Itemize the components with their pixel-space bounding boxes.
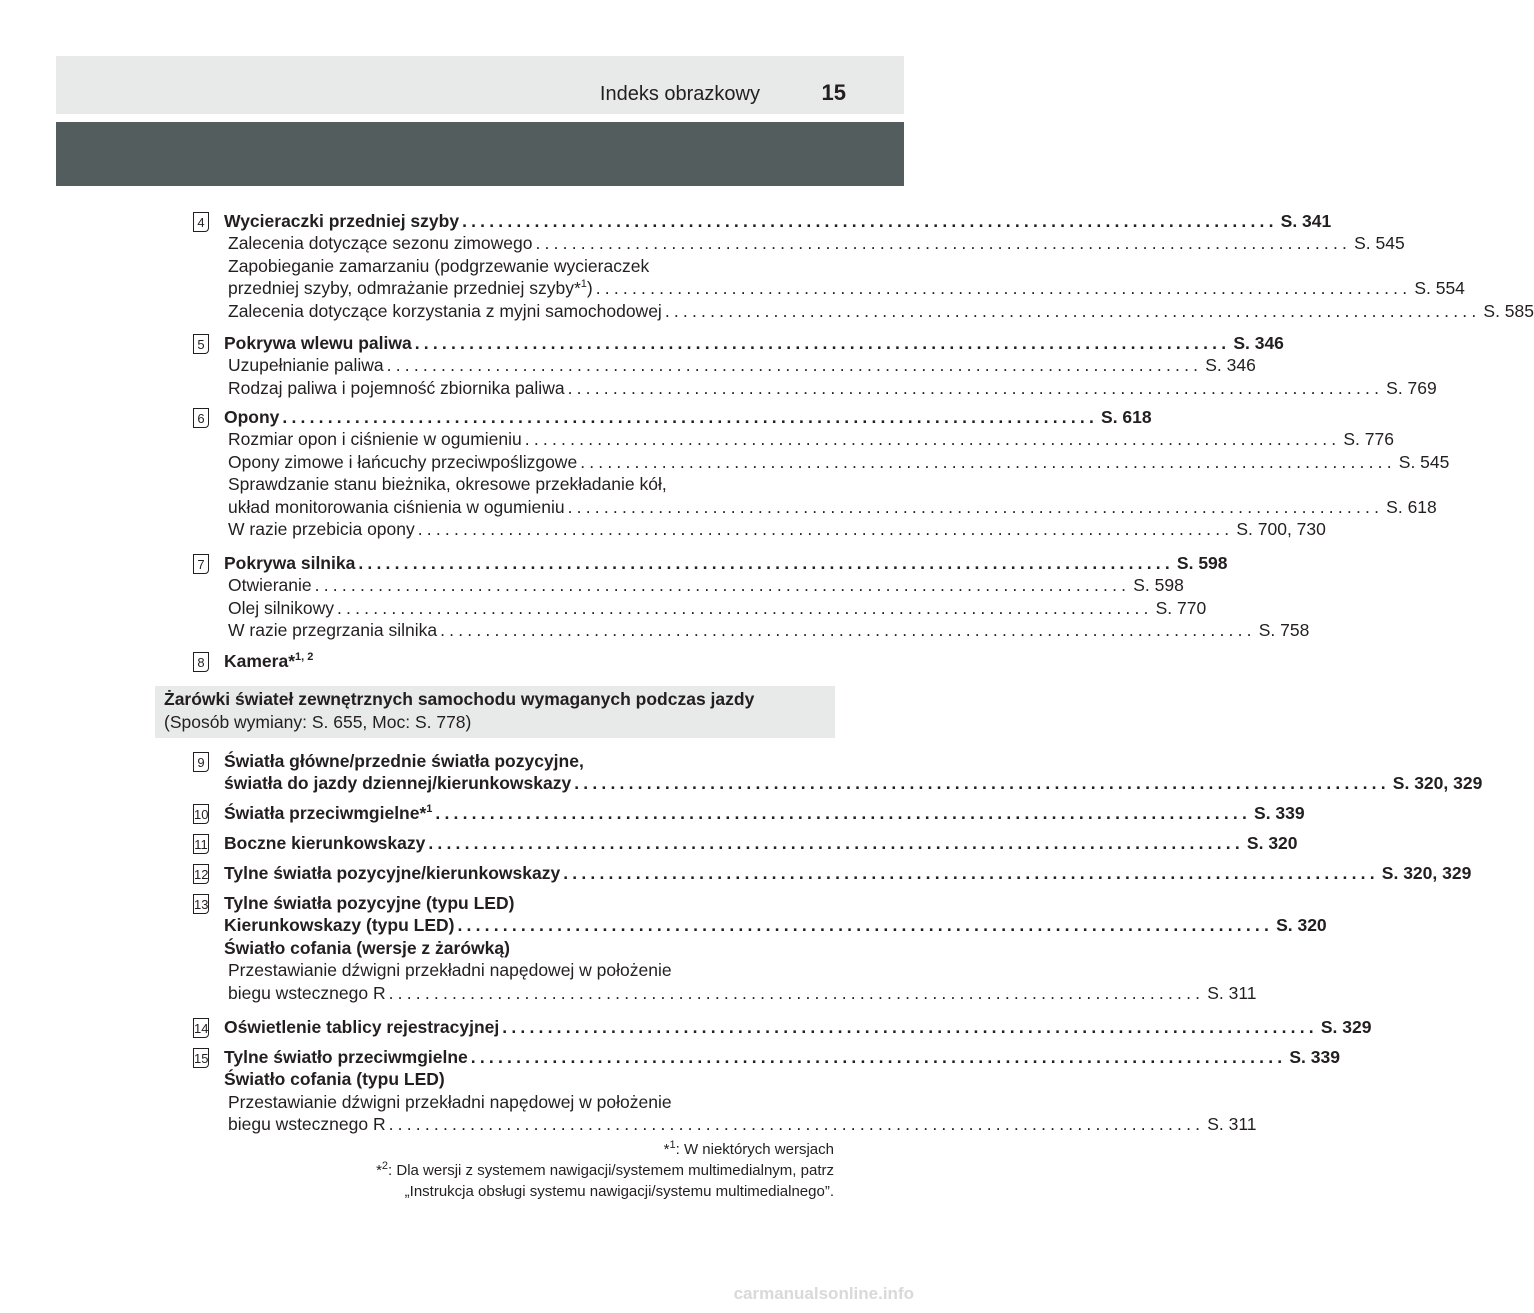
dot-leader: .......................................................................................... [435,803,1252,823]
dot-leader: .......................................................................................... [535,233,1352,254]
entry-text: Wycieraczki przedniej szyby [224,211,460,231]
page-reference: S. 598 [1133,575,1184,596]
dot-leader: .......................................................................................... [580,451,1396,472]
index-entry [228,377,1437,399]
index-entry-heading [224,892,800,914]
entry-text: W razie przegrzania silnika [228,620,438,641]
dot-leader: .......................................................................................... [358,553,1174,573]
index-entry-heading [224,210,1332,232]
footnote-line: *$^1$: W niektórych wersjach [663,1139,834,1158]
entry-text: Opony zimowe i łańcuchy przeciwpoślizgowe [228,451,578,472]
entry-text: Przestawianie dźwigni przekładni napędowej w położenie [228,960,672,981]
entry-text: Przestawianie dźwigni przekładni napędowej w położenie [228,1091,672,1112]
item-number-badge: 5 [193,334,209,354]
index-entry [228,518,1326,540]
index-entry [228,619,1310,641]
item-number-badge: 9 [193,752,209,772]
entry-text: Światło cofania (wersje z żarówką) [224,937,510,958]
page-reference: S. 700, 730 [1236,519,1326,539]
dot-leader: .......................................................................................... [337,597,1153,618]
page-reference: S. 339 [1289,1047,1340,1067]
index-entry [228,354,1256,376]
page-reference: S. 776 [1343,429,1394,450]
page-number: 15 [821,80,846,105]
index-entry-heading [224,650,800,672]
dot-leader: .......................................................................................... [314,575,1131,596]
item-number-badge: 7 [193,554,209,574]
index-entry-heading [224,1046,1340,1068]
dot-leader: .......................................................................................... [574,773,1390,794]
entry-text: Tylne światła pozycyjne (typu LED) [224,893,515,913]
dot-leader: .......................................................................................... [470,1047,1287,1067]
entry-text: Zalecenia dotyczące korzystania z myjni samochodowej [228,300,662,321]
entry-text: biegu wstecznego R [228,982,386,1003]
index-entry [228,473,800,495]
entry-text: biegu wstecznego R [228,1114,386,1135]
item-number-badge: 13 [193,894,209,914]
dot-leader: .......................................................................................... [440,620,1256,641]
dot-leader: .......................................................................................... [386,355,1203,376]
index-entry-heading [224,332,1284,354]
entry-text: Zalecenia dotyczące sezonu zimowego [228,233,533,254]
entry-text: Uzupełnianie paliwa [228,355,384,376]
dot-leader: .......................................................................................... [567,377,1384,398]
index-entry-heading [224,1016,1372,1038]
entry-text: Rodzaj paliwa i pojemność zbiornika paliwa [228,377,565,398]
entry-text: Opony [224,407,280,427]
index-entry-heading [224,750,800,772]
index-entry [228,428,1394,450]
dot-leader: .......................................................................................... [567,496,1384,517]
page-reference: S. 545 [1354,233,1405,254]
item-number-badge: 14 [193,1018,209,1038]
page-reference: S. 618 [1386,496,1437,517]
page-reference: S. 329 [1320,1017,1372,1037]
page-reference: S. 618 [1101,407,1152,427]
index-entry [228,959,800,981]
page-reference: S. 346 [1205,355,1256,376]
entry-text: Rozmiar opon i ciśnienie w ogumieniu [228,429,522,450]
index-entry-heading [224,802,1305,824]
entry-text: Boczne kierunkowskazy [224,833,426,853]
index-entry [228,255,800,277]
dot-leader: .......................................................................................... [417,519,1234,539]
index-entry [228,597,1207,619]
header-band [56,122,904,186]
page-reference: S. 545 [1398,451,1450,472]
dot-leader: .......................................................................................... [282,407,1099,427]
dot-leader: .......................................................................................... [457,915,1274,936]
item-number-badge: 10 [193,804,209,824]
index-entry [228,1091,800,1113]
dot-leader: .......................................................................................... [595,278,1412,299]
dot-leader: .......................................................................................... [524,429,1341,450]
index-entry-heading [224,406,1152,428]
index-entry [228,574,1184,596]
section-title: Indeks obrazkowy [599,83,760,105]
index-entry [228,496,1437,518]
entry-text: Pokrywa wlewu paliwa [224,333,412,353]
page-reference: S. 339 [1254,803,1305,823]
page-reference: S. 585 [1483,300,1534,321]
entry-text: W razie przebicia opony [228,519,415,539]
entry-text: Światło cofania (typu LED) [224,1069,445,1090]
item-number-badge: 8 [193,652,209,672]
page-reference: S. 311 [1207,1114,1257,1135]
index-entry [228,1113,1257,1135]
bulbs-subtitle: (Sposób wymiany: S. 655, Moc: S. 778) [164,712,472,732]
entry-text: Tylne światła pozycyjne/kierunkowskazy [224,863,561,883]
bulbs-title: Żarówki świateł zewnętrznych samochodu wymaganych podczas jazdy [164,689,755,709]
item-number-badge: 11 [193,834,209,854]
index-entry-heading [224,1068,800,1090]
page-reference: S. 770 [1155,597,1207,618]
item-number-badge: 6 [193,408,209,428]
item-number-badge: 4 [193,212,209,232]
entry-text: przedniej szyby, odmrażanie przedniej szyby*$^1$) [228,278,593,299]
entry-text: Oświetlenie tablicy rejestracyjnej [224,1017,500,1037]
entry-text: Kierunkowskazy (typu LED) [224,915,455,936]
page-reference: S. 758 [1258,620,1310,641]
entry-text: Światła główne/przednie światła pozycyjne, [224,751,584,771]
page-reference: S. 320, 329 [1392,773,1483,794]
entry-text: Sprawdzanie stanu bieżnika, okresowe przekładanie kół, [228,474,667,495]
index-entry-heading [224,772,1483,794]
page-reference: S. 554 [1414,278,1465,299]
index-entry-heading [224,862,1472,884]
footnote-line: „Instrukcja obsługi systemu nawigacji/systemu multimedialnego”. [404,1183,834,1200]
item-number-badge: 15 [193,1048,209,1068]
dot-leader: .......................................................................................... [388,1114,1205,1135]
page-reference: S. 320 [1276,915,1327,936]
index-entry-heading [224,552,1228,574]
entry-text: Kamera*$^{1, 2}$ [224,651,314,671]
watermark: carmanualsonline.info [733,1284,914,1303]
entry-text: Zapobieganie zamarzaniu (podgrzewanie wycieraczek [228,255,650,276]
dot-leader: .......................................................................................... [428,833,1244,853]
page-reference: S. 311 [1207,982,1257,1003]
page-reference: S. 769 [1386,377,1437,398]
entry-text: Otwieranie [228,575,312,596]
entry-text: światła do jazdy dziennej/kierunkowskazy [224,773,572,794]
dot-leader: .......................................................................................... [414,333,1231,353]
page-reference: S. 320 [1246,833,1298,853]
dot-leader: .......................................................................................... [502,1017,1318,1037]
page-reference: S. 320, 329 [1381,863,1472,883]
footnote-line: *$^2$: Dla wersji z systemem nawigacji/systemem multimedialnym, patrz [376,1160,834,1179]
dot-leader: .......................................................................................... [388,982,1205,1003]
dot-leader: .......................................................................................... [462,211,1278,231]
dot-leader: .......................................................................................... [563,863,1379,883]
page-reference: S. 598 [1176,553,1228,573]
bulbs-info-box [155,686,835,738]
entry-text: układ monitorowania ciśnienia w ogumieniu [228,496,565,517]
index-entry [228,451,1450,473]
index-entry-heading [224,937,800,959]
entry-text: Tylne światło przeciwmgielne [224,1047,468,1067]
index-entry [228,982,1257,1004]
index-entry [228,300,1534,322]
item-number-badge: 12 [193,864,209,884]
entry-text: Olej silnikowy [228,597,334,618]
entry-text: Światła przeciwmgielne*$^1$ [224,803,433,823]
page-reference: S. 346 [1233,333,1284,353]
index-entry [228,232,1405,254]
index-entry-heading [224,914,1327,936]
entry-text: Pokrywa silnika [224,553,356,573]
header-bar [56,56,904,114]
index-entry [228,277,1465,299]
index-entry-heading [224,832,1298,854]
dot-leader: .......................................................................................... [664,300,1481,321]
page-reference: S. 341 [1280,211,1332,231]
